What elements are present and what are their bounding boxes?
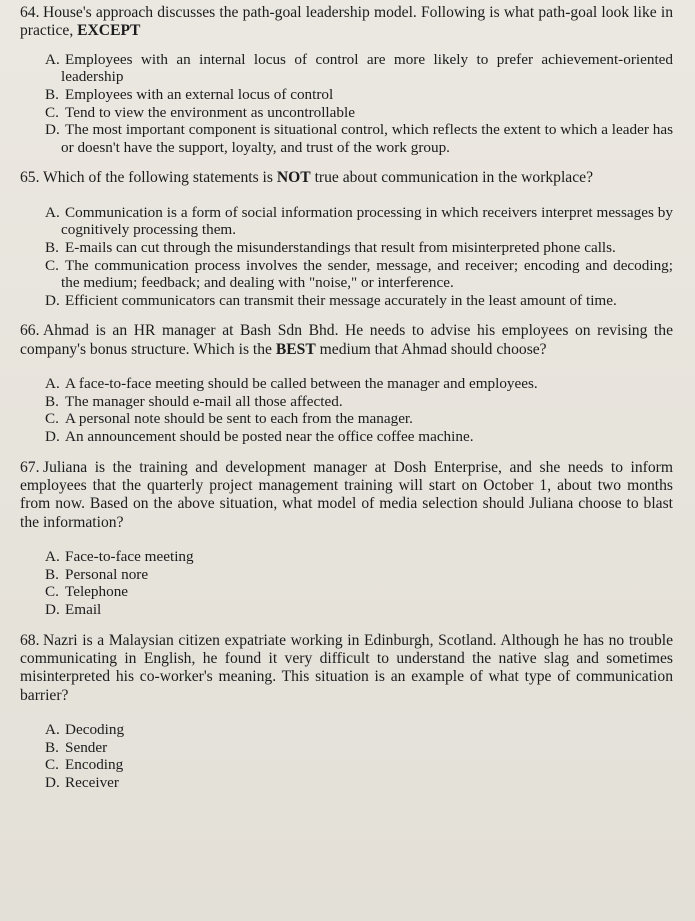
option-a[interactable]: A. Face-to-face meeting [45, 548, 194, 566]
option-c[interactable]: C. A personal note should be sent to each from the manager. [45, 410, 413, 428]
question-64 [20, 4, 673, 156]
option-d[interactable]: D. Receiver [45, 773, 119, 791]
option-d[interactable]: D. Email [45, 600, 102, 618]
question-66 [20, 322, 673, 445]
emphasis-keyword: NOT [276, 169, 311, 187]
emphasis-keyword: BEST [275, 340, 316, 358]
question-67 [20, 459, 673, 619]
option-a[interactable]: A. Communication is a form of social information processing in which receivers interpret messages by cognitively processing them. [45, 203, 673, 239]
question-stem: 65. Which of the following statements is NOT true about communication in the workplace? [20, 169, 593, 187]
question-stem: 68. Nazri is a Malaysian citizen expatriate working in Edinburgh, Scotland. Although he has no trouble communicating in English, he found it very difficult to understand the native slag and sometimes misinterpreted his co-worker's meaning. This situation is an example of what type of communication barrier? [20, 631, 673, 704]
option-a[interactable]: A. Employees with an internal locus of control are more likely to prefer achievement-oriented leadership [45, 50, 673, 86]
question-stem: 64. House's approach discusses the path-goal leadership model. Following is what path-goal look like in practice, EXCEPT [20, 4, 673, 40]
question-68 [20, 632, 673, 792]
option-d[interactable]: D. Efficient communicators can transmit their message accurately in the least amount of time. [45, 291, 617, 309]
option-d[interactable]: D. The most important component is situational control, which reflects the extent to which a leader has or doesn't have the support, loyalty, and trust of the work group. [45, 121, 673, 156]
option-a[interactable]: A. Decoding [45, 721, 125, 739]
option-d[interactable]: D. An announcement should be posted near the office coffee machine. [45, 427, 474, 445]
question-number: 65. [20, 169, 40, 187]
question-65 [20, 169, 673, 309]
emphasis-keyword: EXCEPT [77, 22, 141, 40]
question-number: 66. [20, 322, 40, 340]
question-number: 67. [20, 458, 40, 476]
option-a[interactable]: A. A face-to-face meeting should be called between the manager and employees. [45, 375, 538, 393]
question-stem: 66. Ahmad is an HR manager at Bash Sdn Bhd. He needs to advise his employees on revising the company's bonus structure. Which is the BEST medium that Ahmad should choose? [20, 322, 673, 358]
option-b[interactable]: B. The manager should e-mail all those affected. [45, 392, 343, 410]
option-b[interactable]: B. E-mails can cut through the misunderstandings that result from misinterpreted phone calls. [45, 238, 616, 256]
option-c[interactable]: C. The communication process involves the sender, message, and receiver; encoding and decoding; the medium; feedback; and dealing with "noise," or interference. [45, 256, 673, 292]
question-stem: 67. Juliana is the training and development manager at Dosh Enterprise, and she needs to inform employees that the quarterly project management training will start on October 1, about two months from now. Based on the above situation, what model of media selection should Juliana choose to blast the information? [20, 458, 673, 531]
question-number: 68. [20, 631, 40, 649]
option-c[interactable]: C. Tend to view the environment as uncontrollable [45, 103, 355, 121]
option-b[interactable]: B. Employees with an external locus of control [45, 86, 334, 103]
option-b[interactable]: B. Sender [45, 738, 108, 756]
option-c[interactable]: C. Encoding [45, 756, 124, 774]
option-c[interactable]: C. Telephone [45, 583, 129, 601]
option-b[interactable]: B. Personal nore [45, 565, 149, 583]
question-number: 64. [20, 4, 40, 21]
